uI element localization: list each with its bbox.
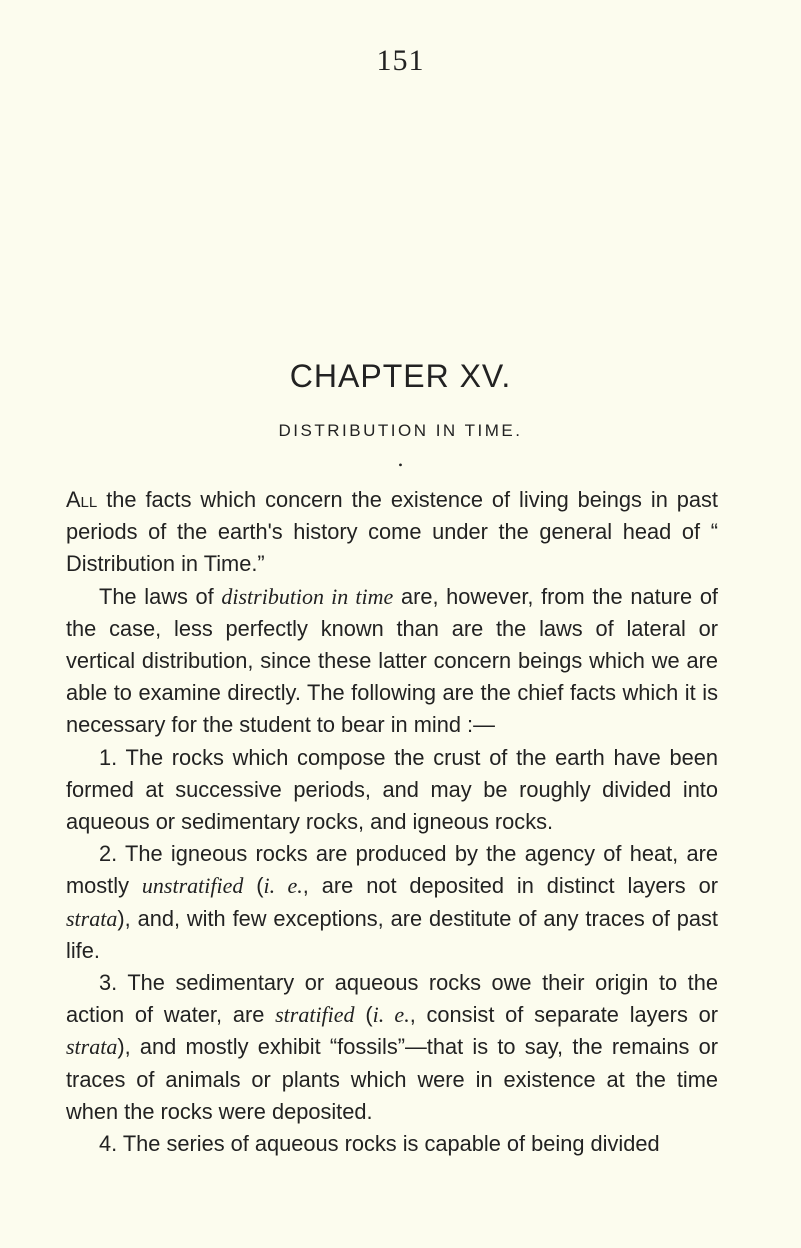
section-title: DISTRIBUTION IN TIME.	[278, 421, 523, 440]
paragraph-intro	[66, 484, 718, 581]
paragraph-laws-after: are, however, from the nature of the case, less perfectly known than are the laws of lateral or vertical distribution, since these latter concern beings which we are able to examine directly. The following are the chief facts which it is necessary for the student to bear in mind :—	[66, 583, 718, 738]
paragraph-laws	[66, 581, 718, 742]
item-2-t4: ), and, with few exceptions, are destitute of any traces of past life.	[66, 905, 718, 963]
page-number: 151	[376, 44, 425, 77]
item-2-i1: unstratified	[141, 873, 244, 899]
item-3-t2: (	[354, 1002, 373, 1028]
item-2-t1: 2. The igneous rocks are produced by the agency of heat, are mostly	[66, 841, 718, 899]
item-3-i1: stratified	[275, 1002, 355, 1028]
item-3-i2: i. e.	[372, 1002, 410, 1028]
paragraph-item-2	[66, 838, 718, 967]
paragraph-laws-before: The laws of	[99, 583, 222, 609]
item-3-t4: ), and mostly exhibit “fossils”—that is to say, the remains or traces of animals or plants which were in existence at the time when the rocks were deposited.	[66, 1034, 718, 1124]
item-3-i3: strata	[66, 1034, 118, 1060]
item-3-t3: , consist of separate layers or	[409, 1002, 718, 1028]
ornament-dot: •	[398, 458, 403, 472]
item-3-t1: 3. The sedimentary or aqueous rocks owe their origin to the action of water, are	[66, 970, 718, 1028]
item-2-t3: , are not deposited in distinct layers or	[302, 873, 718, 899]
paragraph-intro-text: the facts which concern the existence of living beings in past periods of the earth's history come under the general head of “ Distribution in Time.”	[66, 487, 718, 577]
paragraph-item-3	[66, 967, 718, 1128]
item-2-i2: i. e.	[263, 873, 303, 899]
item-2-i3: strata	[66, 905, 118, 931]
paragraph-laws-italic: distribution in time	[221, 583, 394, 609]
paragraph-item-1: 1. The rocks which compose the crust of the earth have been formed at successive periods, and may be roughly divided into aqueous or sedimentary rocks, and igneous rocks.	[66, 744, 718, 835]
lead-word: All	[66, 487, 98, 512]
body-text	[66, 484, 718, 1160]
chapter-title: CHAPTER XV.	[289, 358, 512, 394]
paragraph-item-4: 4. The series of aqueous rocks is capable of being divided	[99, 1131, 660, 1157]
item-2-t2: (	[243, 873, 264, 899]
